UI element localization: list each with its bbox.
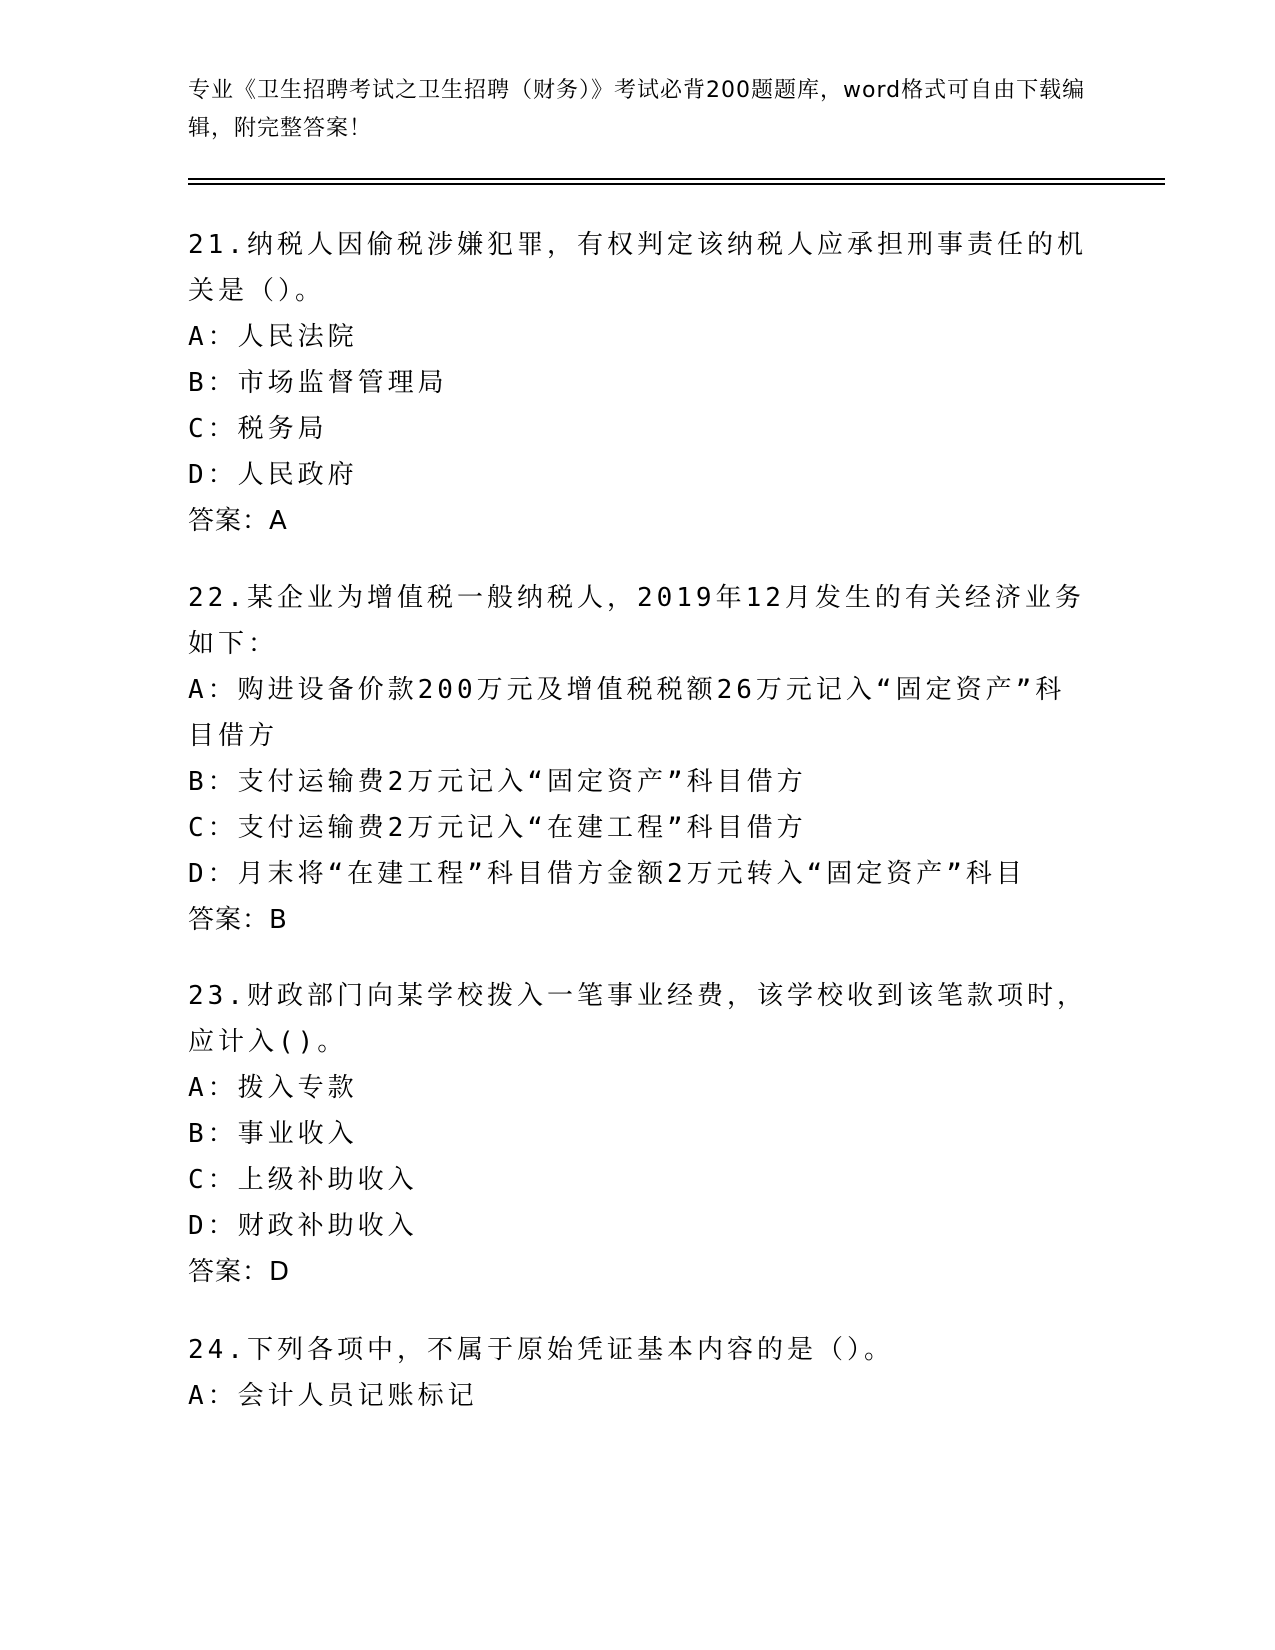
option-d: D：人民政府 <box>188 460 358 490</box>
question-text: 21.纳税人因偷税涉嫌犯罪，有权判定该纳税人应承担刑事责任的机关是（）。 <box>188 230 1087 306</box>
answer-line: 答案：A <box>188 506 288 536</box>
answer-line: 答案：D <box>188 1257 291 1287</box>
question-text: 22.某企业为增值税一般纳税人，2019年12月发生的有关经济业务如下： <box>188 583 1085 659</box>
answer-line: 答案：B <box>188 905 288 935</box>
header-divider-bottom <box>188 183 1165 185</box>
question-block <box>188 222 1088 544</box>
option-c: C：税务局 <box>188 414 328 444</box>
option-d: D：月末将“在建工程”科目借方金额2万元转入“固定资产”科目 <box>188 859 1026 889</box>
option-a: A：会计人员记账标记 <box>188 1381 478 1411</box>
option-a: A：人民法院 <box>188 322 358 352</box>
option-d: D：财政补助收入 <box>188 1211 418 1241</box>
option-c: C：上级补助收入 <box>188 1165 418 1195</box>
option-b: B：支付运输费2万元记入“固定资产”科目借方 <box>188 767 807 797</box>
option-b: B：事业收入 <box>188 1119 358 1149</box>
question-text: 23.财政部门向某学校拨入一笔事业经费，该学校收到该笔款项时，应计入()。 <box>188 981 1087 1057</box>
document-header: 专业《卫生招聘考试之卫生招聘（财务）》考试必背200题题库，word格式可自由下载编辑，附完整答案！ <box>188 78 1086 141</box>
question-text: 24.下列各项中，不属于原始凭证基本内容的是（）。 <box>188 1335 894 1365</box>
option-b: B：市场监督管理局 <box>188 368 448 398</box>
question-block <box>188 575 1088 943</box>
option-a: A：购进设备价款200万元及增值税税额26万元记入“固定资产”科目借方 <box>188 675 1066 751</box>
header-divider-top <box>188 178 1165 180</box>
option-c: C：支付运输费2万元记入“在建工程”科目借方 <box>188 813 807 843</box>
question-block <box>188 973 1088 1295</box>
option-a: A：拨入专款 <box>188 1073 358 1103</box>
question-block <box>188 1327 1088 1419</box>
